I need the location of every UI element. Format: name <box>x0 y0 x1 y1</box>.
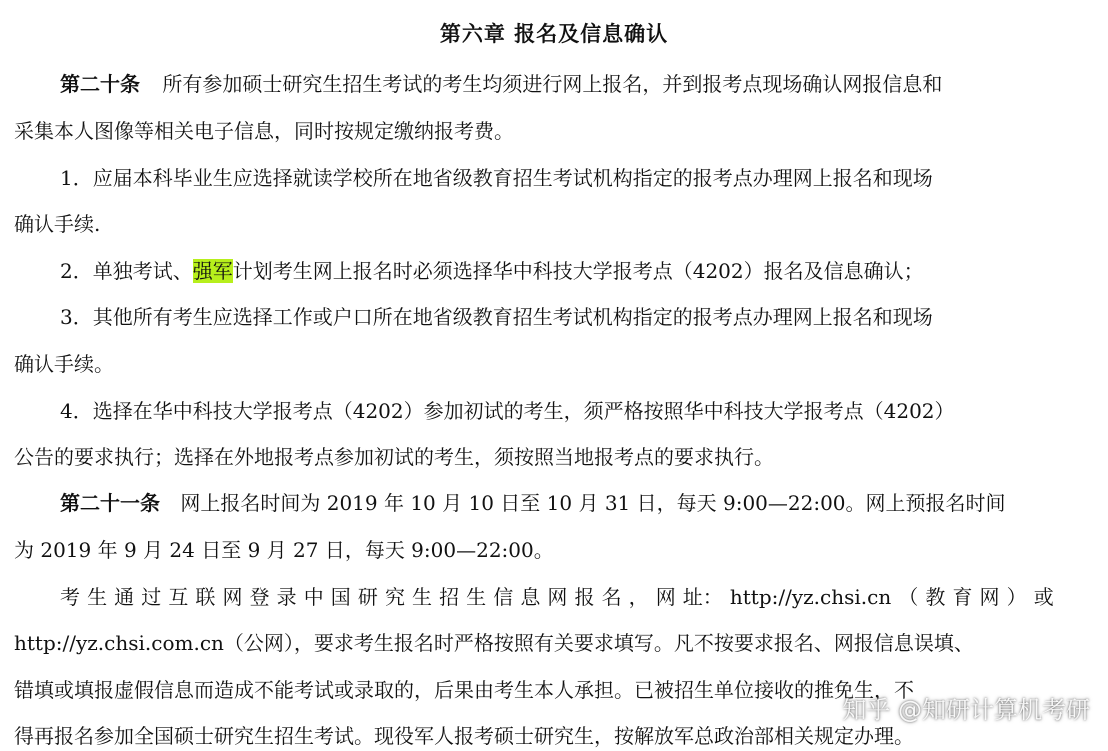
item-4-line-1: 4．选择在华中科技大学报考点（4202）参加初试的考生，须严格按照华中科技大学报考点（4202） <box>60 399 955 423</box>
final-paragraph-line-1-char: 报 <box>574 585 595 609</box>
article-20-line-2: 采集本人图像等相关电子信息，同时按规定缴纳报考费。 <box>14 119 514 143</box>
item-2-prefix: 2．单独考试、 <box>60 259 193 283</box>
highlighted-text: 强军 <box>192 259 233 283</box>
final-paragraph-line-1-char: 联 <box>195 585 216 609</box>
item-1-line-2: 确认手续. <box>14 212 101 236</box>
watermark: 知乎 @知研计算机考研 <box>842 696 1090 724</box>
final-paragraph-line-1-char: 名 <box>601 585 622 609</box>
article-21-line-2: 为 2019 年 9 月 24 日至 9 月 27 日，每天 9:00—22:00。 <box>14 538 554 562</box>
final-paragraph-line-1-char: 究 <box>384 585 405 609</box>
final-paragraph-line-1-char: 中 <box>303 585 324 609</box>
item-3-line-2: 确认手续。 <box>14 352 114 376</box>
item-2-line <box>60 259 924 283</box>
item-2-suffix: 计划考生网上报名时必须选择华中科技大学报考点（4202）报名及信息确认； <box>232 259 924 283</box>
final-paragraph-line-1-char: 研 <box>357 585 378 609</box>
article-20-line-1 <box>60 72 942 96</box>
final-paragraph-line-4: 得再报名参加全国硕士研究生招生考试。现役军人报考硕士研究生，按解放军总政治部相关规定办理。 <box>14 724 914 748</box>
chapter-title: 第六章 报名及信息确认 <box>439 22 669 46</box>
final-paragraph-line-1-char: 生 <box>412 585 433 609</box>
final-paragraph-line-1-char: 息 <box>520 585 541 609</box>
final-paragraph-line-1-char: 网 <box>979 585 1000 609</box>
final-paragraph-line-1-char: 生 <box>466 585 487 609</box>
item-4-line-2: 公告的要求执行；选择在外地报考点参加初试的考生，须按照当地报考点的要求执行。 <box>14 445 774 469</box>
article-21-text-1: 网上报名时间为 2019 年 10 月 10 日至 10 月 31 日，每天 9:00—22:00。网上预报名时间 <box>180 491 1006 515</box>
final-paragraph-line-1-char: ， <box>628 585 649 609</box>
final-paragraph-line-1-char: 教 <box>925 585 946 609</box>
article-21-line-1 <box>60 491 1006 515</box>
final-paragraph-line-1-char: 网 <box>547 585 568 609</box>
final-paragraph-line-1-char: http://yz.chsi.cn <box>729 585 892 609</box>
final-paragraph-line-1-char: 网 <box>655 585 676 609</box>
final-paragraph-line-1-char: 网 <box>222 585 243 609</box>
final-paragraph-line-1-char: 通 <box>114 585 135 609</box>
final-paragraph-line-1-char: 址： <box>682 585 723 609</box>
article-20-label: 第二十条 <box>60 72 140 96</box>
article-20-text-1: 所有参加硕士研究生招生考试的考生均须进行网上报名，并到报考点现场确认网报信息和 <box>162 72 943 96</box>
item-1-line-1: 1．应届本科毕业生应选择就读学校所在地省级教育招生考试机构指定的报考点办理网上报名和现场 <box>60 166 933 190</box>
final-paragraph-line-1-char: 过 <box>141 585 162 609</box>
final-paragraph-line-1-char: 信 <box>493 585 514 609</box>
final-paragraph-line-1-char: 招 <box>439 585 460 609</box>
final-paragraph-line-1-char: 录 <box>276 585 297 609</box>
article-21-label: 第二十一条 <box>60 491 160 515</box>
final-paragraph-line-1-char: 生 <box>87 585 108 609</box>
final-paragraph-line-1 <box>60 585 1054 609</box>
final-paragraph-line-1-char: 互 <box>168 585 189 609</box>
final-paragraph-line-1-char: 登 <box>249 585 270 609</box>
final-paragraph-line-2: http://yz.chsi.com.cn（公网），要求考生报名时严格按照有关要求填写。凡不按要求报名、网报信息误填、 <box>14 631 974 655</box>
final-paragraph-line-3: 错填或填报虚假信息而造成不能考试或录取的，后果由考生本人承担。已被招生单位接收的推免生，不 <box>14 678 914 702</box>
final-paragraph-line-1-char: （ <box>898 585 919 609</box>
final-paragraph-line-1-char: 或 <box>1033 585 1054 609</box>
final-paragraph-line-1-char: 国 <box>330 585 351 609</box>
item-3-line-1: 3．其他所有考生应选择工作或户口所在地省级教育招生考试机构指定的报考点办理网上报名和现场 <box>60 305 933 329</box>
final-paragraph-line-1-char: ） <box>1006 585 1027 609</box>
final-paragraph-line-1-char: 考 <box>60 585 80 609</box>
final-paragraph-line-1-char: 育 <box>952 585 973 609</box>
